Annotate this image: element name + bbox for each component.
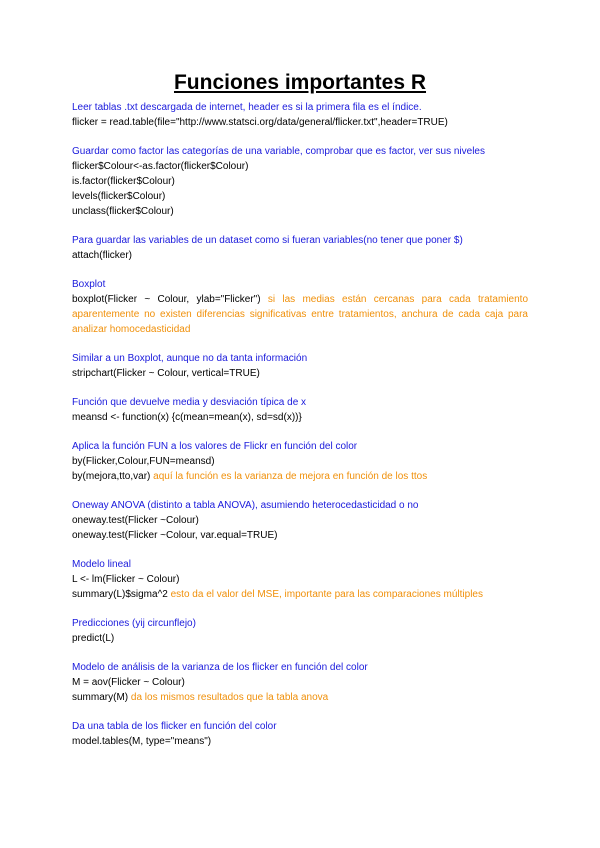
code-with-note — [72, 690, 528, 705]
code-line: levels(flicker$Colour) — [72, 191, 166, 202]
section-heading: Predicciones (yij circunflejo) — [72, 618, 196, 629]
code-with-note — [72, 469, 528, 484]
code-line: attach(flicker) — [72, 250, 133, 261]
code-line: summary(L)$sigma^2 — [72, 589, 168, 600]
section-heading: Modelo lineal — [72, 559, 131, 570]
code-with-note — [72, 292, 528, 337]
code-line: oneway.test(Flicker ~Colour, var.equal=TRUE) — [72, 530, 278, 541]
code-line: summary(M) — [72, 692, 129, 703]
section-lm — [72, 557, 528, 602]
section-heading: Para guardar las variables de un dataset como si fueran variables(no tener que poner $) — [72, 235, 463, 246]
code-line: by(mejora,tto,var) — [72, 471, 151, 482]
code-line: by(Flicker,Colour,FUN=meansd) — [72, 456, 215, 467]
section-model-tables — [72, 719, 528, 749]
section-stripchart — [72, 351, 528, 381]
note-text: si las medias están cercanas para cada tratamiento aparentemente no existen diferencias significativas entre tratamientos, anchura de cada caja para analizar homocedasticidad — [72, 294, 529, 335]
section-factor — [72, 144, 528, 219]
code-line: meansd <- function(x) {c(mean=mean(x), sd=sd(x))} — [72, 412, 302, 423]
section-heading: Da una tabla de los flicker en función del color — [72, 721, 277, 732]
code-with-note — [72, 587, 528, 602]
section-heading: Leer tablas .txt descargada de internet, header es si la primera fila es el índice. — [72, 102, 422, 113]
section-meansd — [72, 395, 528, 425]
code-line: unclass(flicker$Colour) — [72, 206, 174, 217]
code-line: M = aov(Flicker ~ Colour) — [72, 677, 185, 688]
content — [72, 100, 528, 763]
page-title: Funciones importantes R — [173, 71, 427, 94]
section-boxplot — [72, 277, 528, 337]
section-heading: Modelo de análisis de la varianza de los flicker en función del color — [72, 662, 368, 673]
section-oneway — [72, 498, 528, 543]
code-line: oneway.test(Flicker ~Colour) — [72, 515, 199, 526]
section-heading: Guardar como factor las categorías de una variable, comprobar que es factor, ver sus niveles — [72, 146, 485, 157]
section-heading: Función que devuelve media y desviación típica de x — [72, 397, 307, 408]
section-heading: Similar a un Boxplot, aunque no da tanta información — [72, 353, 308, 364]
code-line: boxplot(Flicker ~ Colour, ylab="Flicker") — [72, 294, 261, 305]
section-aov — [72, 660, 528, 705]
code-line: flicker$Colour<-as.factor(flicker$Colour) — [72, 161, 249, 172]
section-read-table — [72, 100, 528, 130]
section-heading: Oneway ANOVA (distinto a tabla ANOVA), asumiendo heterocedasticidad o no — [72, 500, 419, 511]
section-attach — [72, 233, 528, 263]
code-line: model.tables(M, type="means") — [72, 736, 212, 747]
note-text: da los mismos resultados que la tabla anova — [130, 692, 329, 703]
code-line: stripchart(Flicker ~ Colour, vertical=TRUE) — [72, 368, 260, 379]
section-heading: Aplica la función FUN a los valores de Flickr en función del color — [72, 441, 358, 452]
code-line: is.factor(flicker$Colour) — [72, 176, 175, 187]
section-predict — [72, 616, 528, 646]
section-by — [72, 439, 528, 484]
code-line: L <- lm(Flicker ~ Colour) — [72, 574, 180, 585]
section-heading: Boxplot — [72, 279, 106, 290]
note-text: aquí la función es la varianza de mejora en función de los ttos — [153, 471, 428, 482]
code-line: flicker = read.table(file="http://www.statsci.org/data/general/flicker.txt",header=TRUE) — [72, 117, 448, 128]
note-text: esto da el valor del MSE, importante para las comparaciones múltiples — [170, 589, 483, 600]
code-line: predict(L) — [72, 633, 115, 644]
